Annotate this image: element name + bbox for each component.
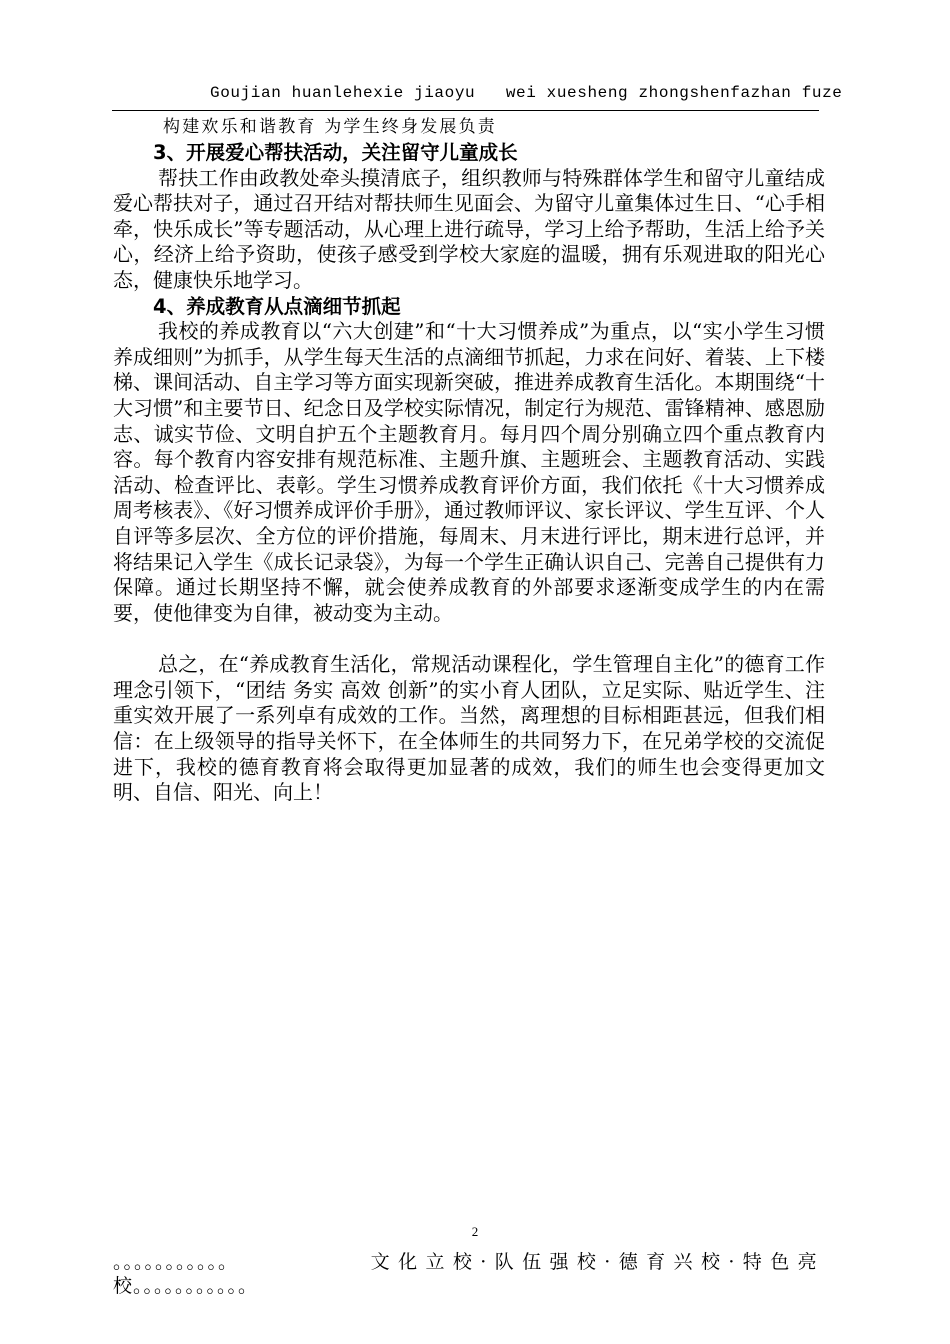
- section-heading-3: 3、开展爱心帮扶活动，关注留守儿童成长: [153, 141, 518, 164]
- footer-motto: 文化立校·队伍强校·德育兴校·特色亮: [370, 1251, 825, 1273]
- conclusion-paragraph: 总之，在“养成教育生活化，常规活动课程化，学生管理自主化”的德育工作理念引领下，“团结 务实 高效 创新”的实小育人团队，立足实际、贴近学生、注重实效开展了一系列卓有成效的工作。当然，离理想的目标相距甚远，但我们相信：在上级领导的指导关怀下，在全体师生的共同努力下，在兄弟学校的交流促进下，我校的德育教育将会取得更加显著的成效，我们的师生也会变得更加文明、自信、阳光、向上！: [113, 652, 825, 805]
- section-heading-4: 4、养成教育从点滴细节抓起: [153, 294, 401, 318]
- paragraph-spacer: [113, 626, 825, 652]
- footer-dots: 。。。。。。。。。。。: [113, 1251, 239, 1273]
- page-number: 2: [471, 1224, 479, 1239]
- header-title: 构建欢乐和谐教育 为学生终身发展负责: [163, 117, 498, 137]
- section-paragraph-3: 帮扶工作由政教处牵头摸清底子，组织教师与特殊群体学生和留守儿童结成爱心帮扶对子，通过召开结对帮扶师生见面会、为留守儿童集体过生日、“心手相牵，快乐成长”等专题活动，从心理上进行疏导，学习上给予帮助，生活上给予关心，经济上给予资助，使孩子感受到学校大家庭的温暖，拥有乐观进取的阳光心态，健康快乐地学习。: [113, 165, 825, 292]
- document-body: [113, 140, 825, 806]
- header-rule: [112, 110, 819, 111]
- footer-line-2: 校。。。。。。。。。。。: [113, 1275, 259, 1297]
- header-pinyin: Goujian huanlehexie jiaoyu wei xuesheng zhongshenfazhan fuze: [210, 84, 843, 102]
- footer-line-1: [113, 1247, 825, 1274]
- section-paragraph-4: 我校的养成教育以“六大创建”和“十大习惯养成”为重点，以“实小学生习惯养成细则”为抓手，从学生每天生活的点滴细节抓起，力求在问好、着装、上下楼梯、课间活动、自主学习等方面实现新突破，推进养成教育生活化。本期围绕“十大习惯”和主要节日、纪念日及学校实际情况，制定行为规范、雷锋精神、感恩励志、诚实节俭、文明自护五个主题教育月。每月四个周分别确立四个重点教育内容。每个教育内容安排有规范标准、主题升旗、主题班会、主题教育活动、实践活动、检查评比、表彰。学生习惯养成教育评价方面，我们依托《十大习惯养成周考核表》、《好习惯养成评价手册》，通过教师评议、家长评议、学生互评、个人自评等多层次、全方位的评价措施，每周末、月末进行评比，期末进行总评，并将结果记入学生《成长记录袋》，为每一个学生正确认识自己、完善自己提供有力保障。通过长期坚持不懈，就会使养成教育的外部要求逐渐变成学生的内在需要，使他律变为自律，被动变为主动。: [113, 319, 825, 625]
